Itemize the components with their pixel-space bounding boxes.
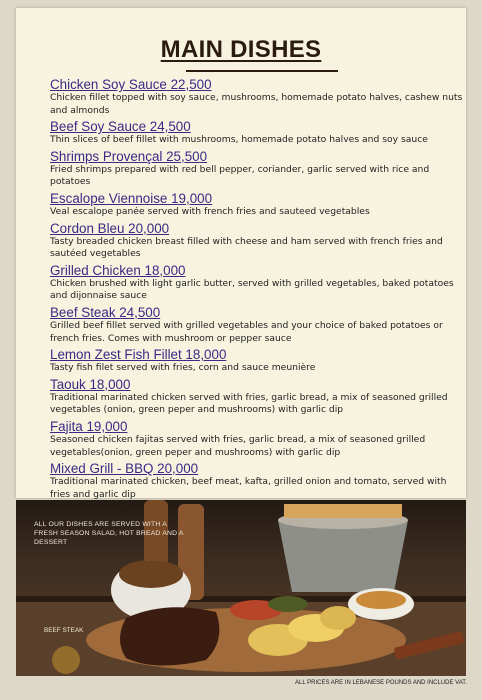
item-name: Shrimps Provençal 25,500 [50,148,208,164]
item-name: Mixed Grill - BBQ 20,000 [50,461,199,477]
menu-item [50,461,468,501]
item-name: Taouk 18,000 [50,376,131,392]
photo-caption: BEEF STEAK [44,627,84,634]
item-description: Chicken fillet topped with soy sauce, mushrooms, homemade potato halves, cashew nuts and almonds [50,92,463,116]
item-description: Seasoned chicken fajitas served with fries, garlic bread, a mix of seasoned grilled vegetables(onion, green peper and mushrooms) with garlic dip [50,433,426,458]
item-name: Cordon Bleu 20,000 [50,220,170,236]
item-description: Traditional marinated chicken served with fries, garlic bread, a mix of seasoned grilled vegetables (onion, green peper and mushrooms) with garlic dip [50,391,448,416]
item-name: Beef Steak 24,500 [50,304,161,320]
menu-item [50,305,468,345]
item-name: Escalope Viennoise 19,000 [50,190,213,206]
menu-item [50,119,468,147]
item-description: Traditional marinated chicken, beef meat, kafta, grilled onion and tomato, served with fries and garlic dip [50,476,447,500]
item-description: Thin slices of beef fillet with mushrooms, homemade potato halves and soy sauce [50,134,428,146]
menu-item [50,77,468,117]
item-name: Fajita 19,000 [50,418,128,434]
menu-item [50,191,468,219]
item-name: Beef Soy Sauce 24,500 [50,119,191,135]
food-photo [16,500,466,676]
menu-item [50,263,468,303]
menu-item [50,377,468,417]
item-name: Chicken Soy Sauce 22,500 [50,77,212,92]
item-description: Chicken brushed with light garlic butter, served with grilled vegetables, baked potatoes and dijonnaise sauce [50,277,454,302]
dish-list [50,77,468,503]
item-description: Tasty breaded chicken breast filled with cheese and ham served with french fries and sautéed vegetables [50,235,443,260]
item-name: Lemon Zest Fish Fillet 18,000 [50,347,227,363]
title-underline [186,70,338,72]
item-description: Fried shrimps prepared with red bell pepper, coriander, garlic served with rice and potatoes [50,163,430,188]
menu-item [50,347,468,375]
photo-note: ALL OUR DISHES ARE SERVED WITH A FRESH SEASON SALAD, HOT BREAD AND A DESSERT [34,521,184,546]
menu-card [16,8,466,498]
item-description: Grilled beef fillet served with grilled vegetables and your choice of baked potatoes or french fries. Comes with mushroom or pepper sauce [50,319,443,344]
menu-item [50,419,468,459]
menu-item [50,221,468,261]
footer-note: ALL PRICES ARE IN LEBANESE POUNDS AND INCLUDE VAT. [295,680,467,686]
item-description: Tasty fish filet served with fries, corn and sauce meunière [50,362,316,374]
page-title: MAIN DISHES [160,36,322,63]
item-name: Grilled Chicken 18,000 [50,262,186,278]
menu-item [50,149,468,189]
item-description: Veal escalope panée served with french fries and sauteed vegetables [50,205,370,217]
